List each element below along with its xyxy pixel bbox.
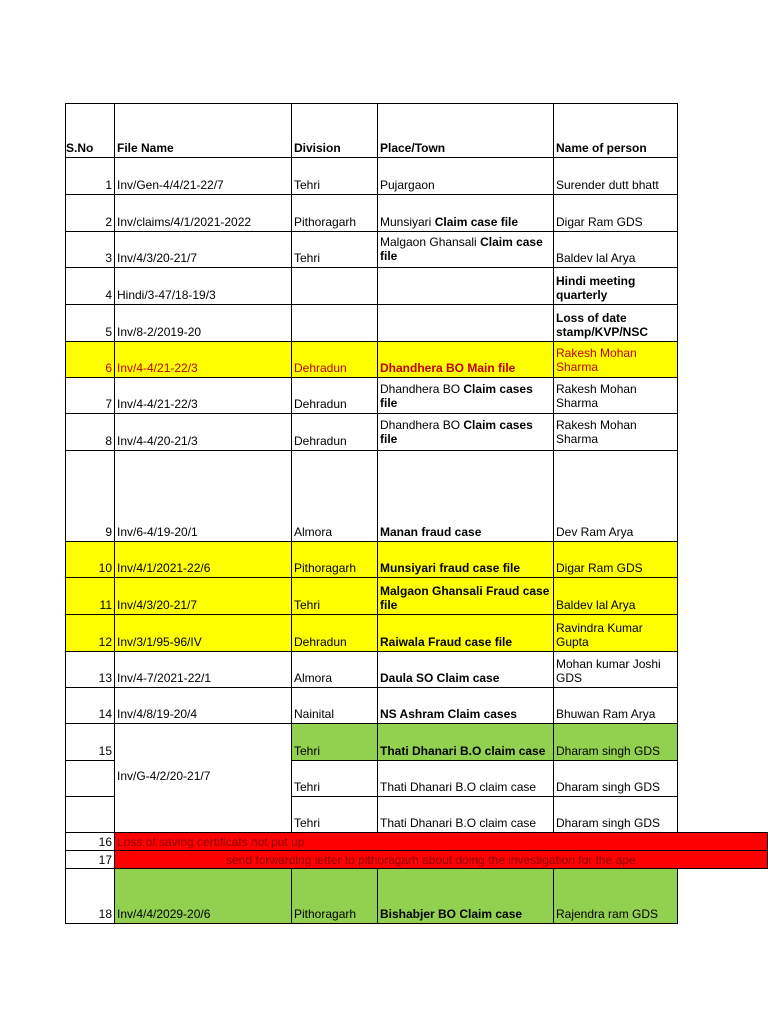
row-2-person: Digar Ram GDS: [553, 194, 678, 232]
row-7-division: Dehradun: [291, 377, 378, 414]
row-13-sno: 13: [65, 651, 115, 688]
header-sno: S.No: [65, 103, 115, 158]
row-15c-person: Dharam singh GDS: [553, 796, 678, 833]
row-3-person: Baldev lal Arya: [553, 231, 678, 268]
row-10-person: Digar Ram GDS: [553, 541, 678, 578]
row-15-file-merged: Inv/G-4/2/20-21/7: [114, 723, 292, 833]
row-6-division: Dehradun: [291, 341, 378, 378]
row-1-division: Tehri: [291, 157, 378, 195]
row-3-place: Malgaon Ghansali Claim case file: [377, 231, 554, 268]
row-18-place: Bishabjer BO Claim case: [377, 868, 554, 924]
row-15b-division: Tehri: [291, 760, 378, 797]
row-4-division: [291, 267, 378, 305]
row-6-file: Inv/4-4/21-22/3: [114, 341, 292, 378]
row-17-note: send forwarding letter to pithoragarh about doing the investigation for the ape: [114, 850, 768, 869]
row-3-file: Inv/4/3/20-21/7: [114, 231, 292, 268]
row-8-place: Dhandhera BO Claim cases file: [377, 413, 554, 451]
row-15-person: Dharam singh GDS: [553, 723, 678, 761]
row-9-place: Manan fraud case: [377, 450, 554, 542]
row-8-file: Inv/4-4/20-21/3: [114, 413, 292, 451]
row-10-division: Pithoragarh: [291, 541, 378, 578]
row-10-sno: 10: [65, 541, 115, 578]
row-4-person: Hindi meeting quarterly: [553, 267, 678, 305]
row-4-sno: 4: [65, 267, 115, 305]
row-15-sno-cont-2: [65, 796, 115, 833]
row-18-file: Inv/4/4/2029-20/6: [114, 868, 292, 924]
row-8-sno: 8: [65, 413, 115, 451]
row-9-file: Inv/6-4/19-20/1: [114, 450, 292, 542]
row-15c-place: Thati Dhanari B.O claim case: [377, 796, 554, 833]
row-5-file: Inv/8-2/2019-20: [114, 304, 292, 342]
row-1-place: Pujargaon: [377, 157, 554, 195]
row-5-person: Loss of date stamp/KVP/NSC: [553, 304, 678, 342]
row-12-place: Raiwala Fraud case file: [377, 614, 554, 652]
row-15b-person: Dharam singh GDS: [553, 760, 678, 797]
row-10-place: Munsiyari fraud case file: [377, 541, 554, 578]
row-6-person: Rakesh Mohan Sharma: [553, 341, 678, 378]
row-7-sno: 7: [65, 377, 115, 414]
header-division: Division: [291, 103, 378, 158]
row-12-file: Inv/3/1/95-96/IV: [114, 614, 292, 652]
row-13-file: Inv/4-7/2021-22/1: [114, 651, 292, 688]
row-14-division: Nainital: [291, 687, 378, 724]
row-11-place: Malgaon Ghansali Fraud case file: [377, 577, 554, 615]
row-14-file: Inv/4/8/19-20/4: [114, 687, 292, 724]
row-8-person: Rakesh Mohan Sharma: [553, 413, 678, 451]
row-5-sno: 5: [65, 304, 115, 342]
row-14-sno: 14: [65, 687, 115, 724]
row-2-sno: 2: [65, 194, 115, 232]
header-file-name: File Name: [114, 103, 292, 158]
row-2-file: Inv/claims/4/1/2021-2022: [114, 194, 292, 232]
row-13-person: Mohan kumar Joshi GDS: [553, 651, 678, 688]
row-15-sno: 15: [65, 723, 115, 761]
row-15-sno-cont-1: [65, 760, 115, 797]
row-9-division: Almora: [291, 450, 378, 542]
row-5-division: [291, 304, 378, 342]
row-16-sno: 16: [65, 832, 115, 851]
row-8-division: Dehradun: [291, 413, 378, 451]
row-7-person: Rakesh Mohan Sharma: [553, 377, 678, 414]
row-5-place: [377, 304, 554, 342]
row-7-file: Inv/4-4/21-22/3: [114, 377, 292, 414]
row-18-sno: 18: [65, 868, 115, 924]
row-1-person: Surender dutt bhatt: [553, 157, 678, 195]
row-6-sno: 6: [65, 341, 115, 378]
row-13-division: Almora: [291, 651, 378, 688]
row-17-sno: 17: [65, 850, 115, 869]
row-4-place: [377, 267, 554, 305]
row-11-division: Tehri: [291, 577, 378, 615]
row-16-note: Loss of saving certificats not put up: [114, 832, 768, 851]
row-11-person: Baldev lal Arya: [553, 577, 678, 615]
row-2-division: Pithoragarh: [291, 194, 378, 232]
row-12-person: Ravindra Kumar Gupta: [553, 614, 678, 652]
header-place: Place/Town: [377, 103, 554, 158]
row-15b-place: Thati Dhanari B.O claim case: [377, 760, 554, 797]
row-18-division: Pithoragarh: [291, 868, 378, 924]
row-11-sno: 11: [65, 577, 115, 615]
row-14-person: Bhuwan Ram Arya: [553, 687, 678, 724]
row-9-person: Dev Ram Arya: [553, 450, 678, 542]
row-12-sno: 12: [65, 614, 115, 652]
row-12-division: Dehradun: [291, 614, 378, 652]
row-18-person: Rajendra ram GDS: [553, 868, 678, 924]
row-15-division: Tehri: [291, 723, 378, 761]
row-1-sno: 1: [65, 157, 115, 195]
row-14-place: NS Ashram Claim cases: [377, 687, 554, 724]
row-1-file: Inv/Gen-4/4/21-22/7: [114, 157, 292, 195]
row-7-place: Dhandhera BO Claim cases file: [377, 377, 554, 414]
row-11-file: Inv/4/3/20-21/7: [114, 577, 292, 615]
row-3-division: Tehri: [291, 231, 378, 268]
row-9-sno: 9: [65, 450, 115, 542]
row-6-place: Dhandhera BO Main file: [377, 341, 554, 378]
row-15c-division: Tehri: [291, 796, 378, 833]
row-15-place: Thati Dhanari B.O claim case: [377, 723, 554, 761]
header-person: Name of person: [553, 103, 678, 158]
row-10-file: Inv/4/1/2021-22/6: [114, 541, 292, 578]
row-4-file: Hindi/3-47/18-19/3: [114, 267, 292, 305]
row-13-place: Daula SO Claim case: [377, 651, 554, 688]
row-2-place: Munsiyari Claim case file: [377, 194, 554, 232]
row-3-sno: 3: [65, 231, 115, 268]
